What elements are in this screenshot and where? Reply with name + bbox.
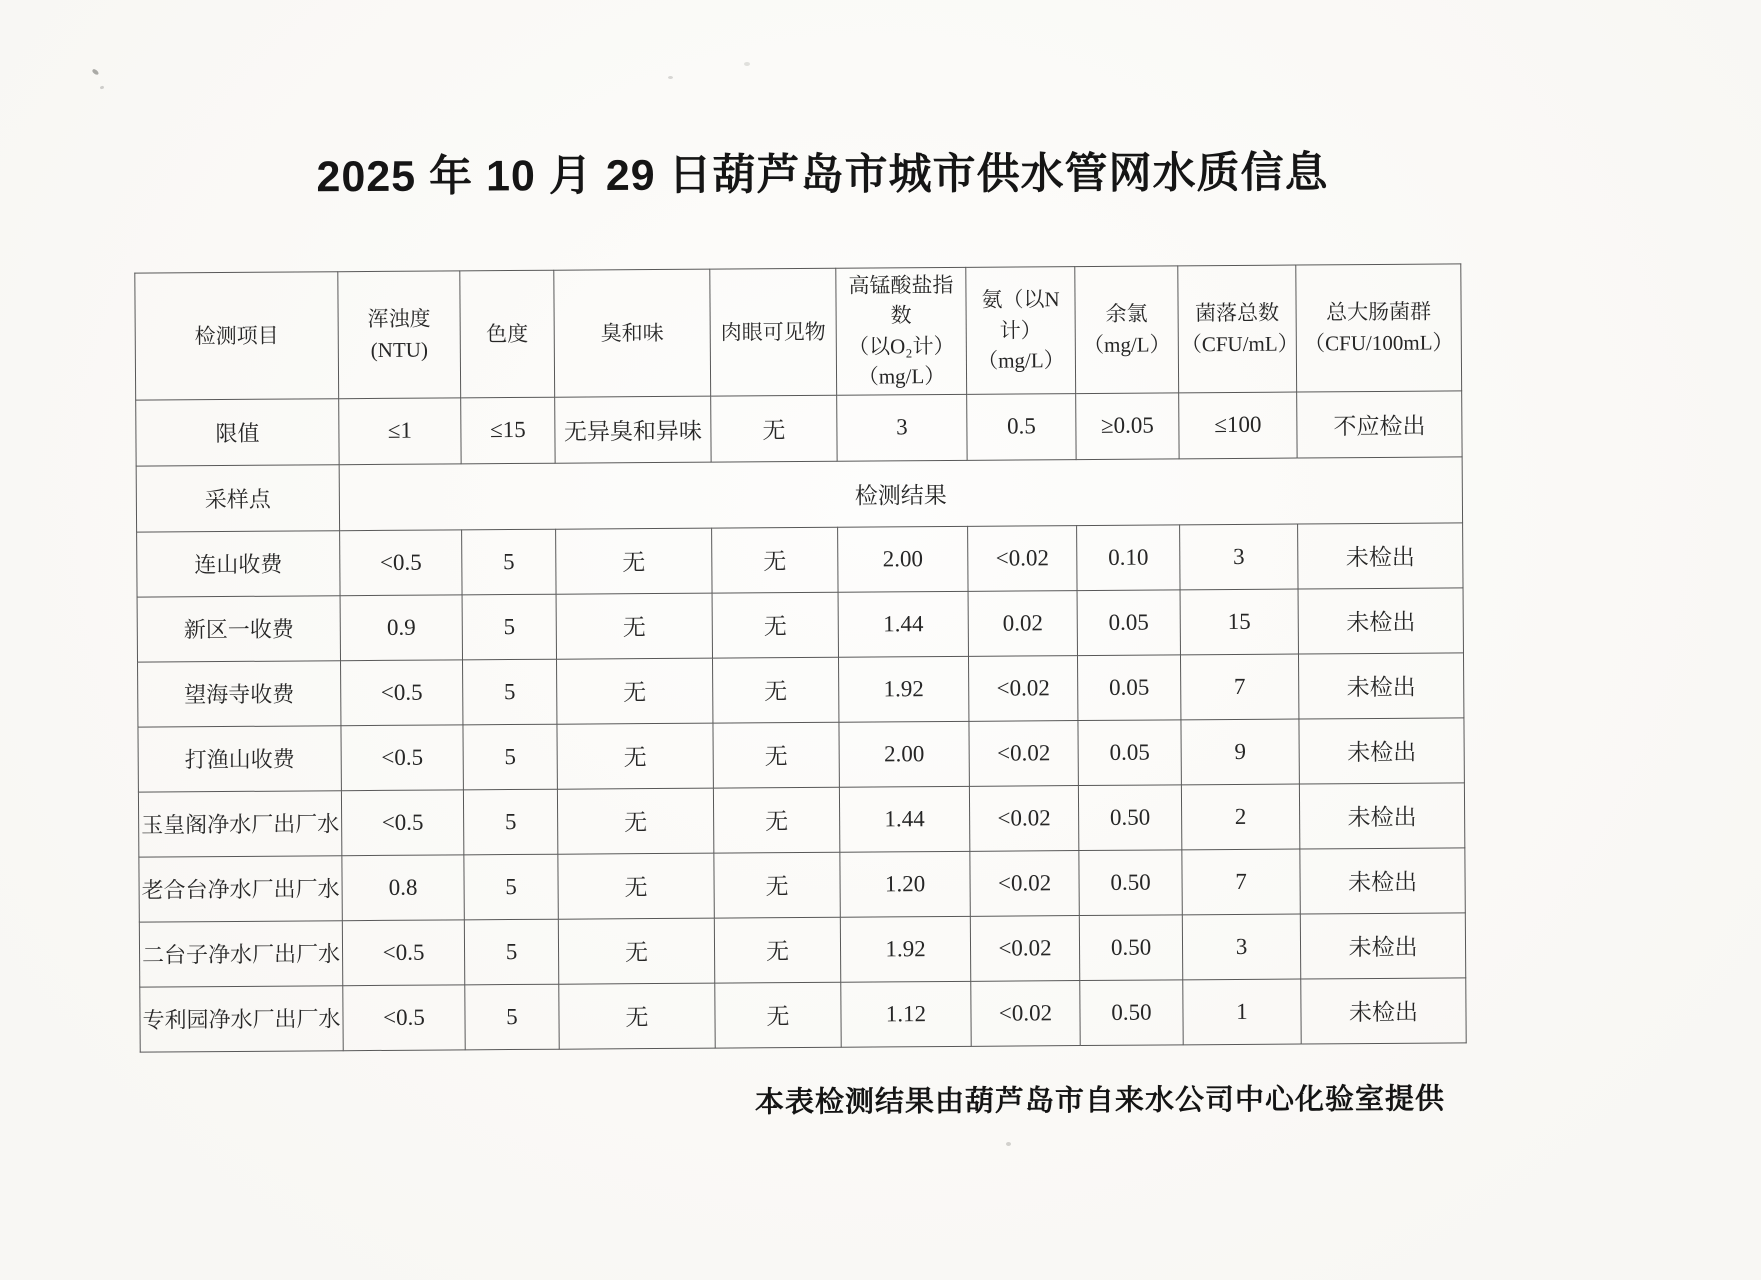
limit-cell: 0.5: [967, 393, 1076, 460]
data-cell: 0.8: [342, 855, 464, 921]
data-cell: 无: [556, 528, 712, 594]
data-cell: 无: [557, 658, 713, 724]
data-cell: <0.5: [343, 985, 465, 1051]
limits-row: [136, 391, 1462, 466]
data-cell: 0.02: [968, 590, 1077, 656]
sampling-point-label: 采样点: [136, 464, 339, 531]
data-cell: <0.5: [341, 660, 463, 726]
header-cell-color: 色度: [460, 270, 555, 397]
header-cell-turbidity: 浑浊度(NTU): [338, 271, 461, 399]
row-label: 二台子净水厂出厂水: [139, 920, 342, 986]
header-cell-ammonia: 氨（以N计） （mg/L）: [966, 267, 1076, 395]
row-label: 新区一收费: [137, 595, 340, 661]
scan-speck: [91, 68, 99, 75]
table-row: [137, 523, 1463, 597]
test-results-span-cell: 检测结果: [339, 457, 1462, 531]
header-cell-residual-chlorine: 余氯 （mg/L）: [1075, 266, 1179, 393]
data-cell: 未检出: [1300, 848, 1465, 914]
data-cell: 1.12: [841, 981, 971, 1047]
data-cell: 5: [462, 529, 556, 595]
data-cell: 5: [464, 919, 558, 985]
data-cell: 无: [559, 983, 715, 1049]
data-cell: 未检出: [1298, 653, 1463, 719]
table-row: [139, 848, 1465, 922]
data-cell: 无: [558, 853, 714, 919]
data-cell: 15: [1180, 589, 1298, 655]
data-cell: <0.02: [969, 720, 1078, 786]
data-cell: 3: [1182, 914, 1300, 980]
row-label: 望海寺收费: [138, 660, 341, 726]
data-cell: 无: [714, 852, 840, 918]
table-row: [138, 783, 1464, 857]
header-cell-permanganate: 高锰酸盐指数 （以O₂计） （mg/L）: [836, 267, 967, 395]
scan-speck: [100, 85, 105, 89]
row-label: 玉皇阁净水厂出厂水: [138, 790, 341, 856]
data-cell: 1.44: [839, 786, 969, 852]
data-cell: 1.92: [840, 916, 970, 982]
data-cell: 无: [713, 722, 839, 788]
data-cell: 5: [462, 594, 556, 660]
data-cell: 5: [465, 984, 559, 1050]
data-cell: <0.5: [342, 920, 464, 986]
data-cell: 无: [556, 593, 712, 659]
data-cell: 无: [713, 787, 839, 853]
data-cell: 未检出: [1299, 718, 1464, 784]
source-note: 本表检测结果由葫芦岛市自来水公司中心化验室提供: [754, 1083, 1446, 1119]
data-cell: 7: [1182, 849, 1300, 915]
data-cell: 5: [463, 789, 557, 855]
data-cell: 无: [557, 788, 713, 854]
data-cell: 无: [712, 527, 838, 593]
table-row: [137, 588, 1463, 662]
table-row: [138, 653, 1464, 727]
scan-speck: [668, 76, 673, 79]
data-cell: 无: [712, 657, 838, 723]
data-cell: 2.00: [838, 526, 968, 592]
limit-cell: ≤15: [461, 397, 555, 464]
data-cell: 0.9: [340, 595, 462, 661]
data-cell: <0.02: [968, 525, 1077, 591]
data-cell: 0.05: [1077, 590, 1180, 656]
data-cell: 5: [463, 724, 557, 790]
data-cell: 无: [557, 723, 713, 789]
water-quality-table: [134, 263, 1466, 1052]
data-cell: 1: [1183, 979, 1301, 1045]
data-cell: 未检出: [1301, 978, 1466, 1044]
data-cell: <0.5: [340, 530, 462, 596]
data-cell: 7: [1180, 654, 1298, 720]
data-cell: 0.05: [1078, 720, 1181, 786]
table-header-row: [135, 264, 1462, 400]
data-cell: 9: [1181, 719, 1299, 785]
data-cell: 无: [715, 982, 841, 1048]
document-title: 2025 年 10 月 29 日葫芦岛市城市供水管网水质信息: [316, 148, 1329, 202]
limit-cell: ≤1: [339, 398, 461, 465]
table-row: [139, 913, 1465, 987]
data-cell: 5: [463, 659, 557, 725]
data-cell: 0.50: [1078, 785, 1181, 851]
header-cell-colony-count: 菌落总数 （CFU/mL）: [1178, 265, 1297, 393]
limit-cell: 无异臭和异味: [555, 396, 711, 463]
limit-cell: ≥0.05: [1076, 393, 1179, 460]
data-cell: <0.02: [969, 785, 1078, 851]
data-cell: <0.5: [341, 790, 463, 856]
limits-row-label: 限值: [136, 398, 339, 465]
data-cell: <0.02: [970, 850, 1079, 916]
header-cell-odor: 臭和味: [554, 269, 711, 397]
data-cell: 未检出: [1300, 913, 1465, 979]
data-cell: 无: [714, 917, 840, 983]
header-cell-visible-matter: 肉眼可见物: [710, 268, 837, 396]
data-cell: 0.50: [1079, 915, 1182, 981]
data-cell: 未检出: [1298, 588, 1463, 654]
data-cell: 0.05: [1077, 655, 1180, 721]
data-cell: 3: [1180, 524, 1298, 590]
row-label: 连山收费: [137, 530, 340, 596]
limit-cell: ≤100: [1179, 392, 1297, 459]
data-cell: 未检出: [1299, 783, 1464, 849]
scan-speck: [1006, 1142, 1011, 1146]
header-cell-coliform: 总大肠菌群 （CFU/100mL）: [1296, 264, 1462, 392]
scan-speck: [744, 62, 750, 66]
row-label: 打渔山收费: [138, 725, 341, 791]
limit-cell: 不应检出: [1297, 391, 1462, 458]
data-cell: 0.50: [1080, 980, 1183, 1046]
data-cell: 0.50: [1079, 850, 1182, 916]
table-row: [140, 978, 1466, 1052]
data-cell: 无: [712, 592, 838, 658]
data-cell: 1.92: [838, 656, 968, 722]
sampling-point-row: [136, 457, 1462, 532]
data-cell: 2.00: [839, 721, 969, 787]
data-cell: 2: [1181, 784, 1299, 850]
data-cell: 无: [558, 918, 714, 984]
data-cell: 1.20: [840, 851, 970, 917]
data-cell: <0.02: [971, 980, 1080, 1046]
data-cell: 1.44: [838, 591, 968, 657]
limit-cell: 无: [711, 395, 837, 462]
header-cell-item: 检测项目: [135, 272, 339, 400]
data-cell: 0.10: [1077, 525, 1180, 591]
data-cell: <0.02: [968, 655, 1077, 721]
data-cell: <0.02: [970, 915, 1079, 981]
data-cell: <0.5: [341, 725, 463, 791]
row-label: 专利园净水厂出厂水: [140, 985, 343, 1051]
data-cell: 5: [464, 854, 558, 920]
table-row: [138, 718, 1464, 792]
data-cell: 未检出: [1298, 523, 1463, 589]
row-label: 老合台净水厂出厂水: [139, 855, 342, 921]
limit-cell: 3: [837, 394, 967, 461]
